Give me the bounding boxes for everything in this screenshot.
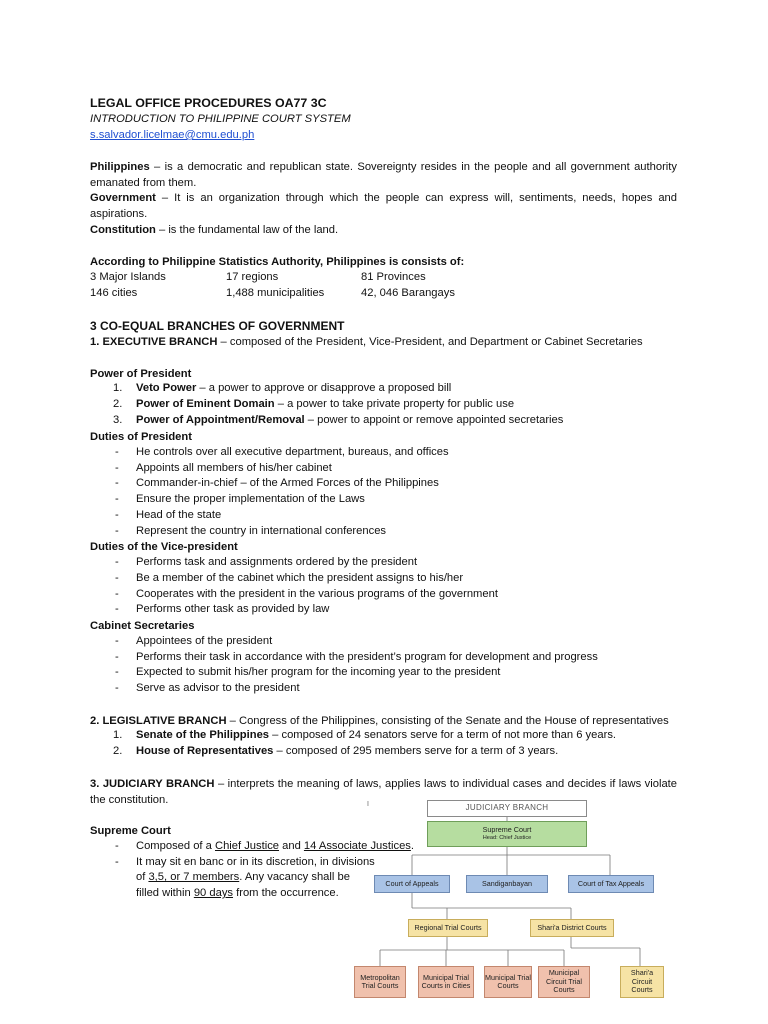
legislative-desc-item: – composed of 24 senators serve for a term of not more than 6 years. [269, 729, 617, 741]
bullet-dash: - [115, 509, 119, 521]
bullet-dash: - [115, 493, 119, 505]
cabinet-item: Performs their task in accordance with the president’s program for development and progress [136, 651, 598, 663]
supreme-court-box [427, 821, 587, 847]
power-desc: – a power to take private property for public use [274, 398, 515, 410]
days-text: 90 days [193, 887, 234, 899]
bullet-dash: - [115, 446, 119, 458]
vp-duty-item: Be a member of the cabinet which the president assigns to his/her [136, 572, 464, 584]
power-term: Power of Appointment/Removal [136, 414, 305, 426]
definition-term: Government [90, 192, 156, 204]
psa-cell: 17 regions [226, 271, 279, 283]
legislative-desc-item: – composed of 295 members serve for a term of 3 years. [273, 745, 559, 757]
definition-text: – is a democratic and republican state. Sovereignty resides in the people and all government authority emanated from them. [90, 161, 677, 189]
executive-desc: – composed of the President, Vice-President, and Department or Cabinet Secretaries [217, 336, 643, 348]
power-text [136, 382, 451, 394]
court-of-tax-appeals-box: Court of Tax Appeals [568, 875, 654, 893]
text-run: . Any vacancy shall be [239, 871, 350, 883]
branches-heading: 3 CO-EQUAL BRANCHES OF GOVERNMENT [90, 319, 345, 333]
duty-item: Head of the state [136, 509, 222, 521]
power-term: Veto Power [136, 382, 197, 394]
supreme-court-heading: Supreme Court [90, 825, 171, 837]
supreme-court-label: Supreme Court [482, 824, 532, 834]
power-text [136, 398, 514, 410]
executive-branch-line [90, 335, 643, 350]
definition-term: Philippines [90, 161, 150, 173]
judiciary-branch-box: JUDICIARY BRANCH [427, 800, 587, 817]
psa-heading: According to Philippine Statistics Authority, Philippines is consists of: [90, 256, 465, 268]
bullet-dash: - [115, 477, 119, 489]
psa-cell: 146 cities [90, 287, 138, 299]
executive-label: 1. EXECUTIVE BRANCH [90, 336, 218, 348]
chief-justice-text: Chief Justice [214, 840, 280, 852]
municipal-circuit-trial-courts-box: Municipal Circuit Trial Courts [538, 966, 590, 998]
cabinet-item: Serve as advisor to the president [136, 682, 300, 694]
vp-duty-item: Performs task and assignments ordered by the president [136, 556, 418, 568]
legislative-desc: – Congress of the Philippines, consisting of the Senate and the House of representatives [226, 715, 669, 727]
legislative-item [136, 745, 558, 757]
item-number: 1. [113, 382, 123, 394]
duty-item: Commander-in-chief – of the Armed Forces of the Philippines [136, 477, 439, 489]
bullet-dash: - [115, 603, 119, 615]
text-run: from the occurrence. [233, 887, 339, 899]
judiciary-desc: – interprets the meaning of laws, applies laws to individual cases and decides if laws violate the constitution. [90, 778, 677, 806]
power-heading: Power of President [90, 368, 192, 380]
vp-duty-item: Cooperates with the president in the various programs of the government [136, 588, 498, 600]
item-number: 2. [113, 398, 123, 410]
municipal-trial-courts-cities-box: Municipal Trial Courts in Cities [418, 966, 474, 998]
text-run: Composed of a [136, 840, 215, 852]
municipal-trial-courts-box: Municipal Trial Courts [484, 966, 532, 998]
judiciary-org-chart [340, 798, 670, 1024]
supreme-court-item-cont [136, 887, 339, 899]
sharia-circuit-courts-box: Shari'a Circuit Courts [620, 966, 664, 998]
psa-cell: 42, 046 Barangays [361, 287, 455, 299]
text-run: of [136, 871, 149, 883]
bullet-dash: - [115, 525, 119, 537]
supreme-court-item-cont [136, 871, 350, 883]
power-text [136, 414, 563, 426]
legislative-item [136, 729, 616, 741]
definition-philippines [90, 160, 677, 191]
bullet-dash: - [115, 682, 119, 694]
court-of-appeals-box: Court of Appeals [374, 875, 450, 893]
definition-government [90, 191, 677, 222]
text-run: . [410, 840, 414, 852]
power-term: Power of Eminent Domain [136, 398, 275, 410]
item-number: 3. [113, 414, 123, 426]
definition-term: Constitution [90, 224, 156, 236]
power-desc: – power to appoint or remove appointed secretaries [304, 414, 564, 426]
bullet-dash: - [115, 840, 119, 852]
duties-heading: Duties of President [90, 431, 192, 443]
metropolitan-trial-courts-box: Metropolitan Trial Courts [354, 966, 406, 998]
duty-item: He controls over all executive department, bureaus, and offices [136, 446, 449, 458]
legislative-term: Senate of the Philippines [136, 729, 270, 741]
bullet-dash: - [115, 462, 119, 474]
psa-cell: 81 Provinces [361, 271, 426, 283]
sandiganbayan-box: Sandiganbayan [466, 875, 548, 893]
regional-trial-courts-box: Regional Trial Courts [408, 919, 488, 937]
definition-text: – is the fundamental law of the land. [155, 224, 339, 236]
bullet-dash: - [115, 651, 119, 663]
cabinet-heading: Cabinet Secretaries [90, 620, 195, 632]
item-number: 1. [113, 729, 123, 741]
associate-justices-text: 14 Associate Justices [303, 840, 411, 852]
duty-item: Represent the country in international conferences [136, 525, 387, 537]
chart-marker: I [367, 801, 369, 808]
duty-item: Ensure the proper implementation of the Laws [136, 493, 365, 505]
psa-cell: 1,488 municipalities [226, 287, 325, 299]
bullet-dash: - [115, 572, 119, 584]
power-desc: – a power to approve or disapprove a proposed bill [196, 382, 452, 394]
supreme-court-item: It may sit en banc or in its discretion, in divisions [136, 856, 375, 868]
bullet-dash: - [115, 666, 119, 678]
text-run: filled within [136, 887, 194, 899]
email-link[interactable]: s.salvador.licelmae@cmu.edu.ph [90, 129, 255, 141]
definition-text: – It is an organization through which the people can express will, sentiments, needs, hopes and aspirations. [90, 192, 677, 220]
supreme-court-sub: Head: Chief Justice [482, 835, 532, 841]
duty-item: Appoints all members of his/her cabinet [136, 462, 332, 474]
sharia-district-courts-box: Shari'a District Courts [530, 919, 614, 937]
cabinet-item: Expected to submit his/her program for the incoming year to the president [136, 666, 501, 678]
definition-constitution [90, 223, 677, 239]
bullet-dash: - [115, 556, 119, 568]
document-subtitle: INTRODUCTION TO PHILIPPINE COURT SYSTEM [90, 113, 351, 125]
vp-duty-item: Performs other task as provided by law [136, 603, 330, 615]
judiciary-label: 3. JUDICIARY BRANCH [90, 778, 215, 790]
legislative-term: House of Representatives [136, 745, 274, 757]
vp-duties-heading: Duties of the Vice-president [90, 541, 238, 553]
legislative-label: 2. LEGISLATIVE BRANCH [90, 715, 227, 727]
legislative-branch-line [90, 714, 669, 729]
text-run: and [279, 840, 304, 852]
cabinet-item: Appointees of the president [136, 635, 273, 647]
bullet-dash: - [115, 856, 119, 868]
psa-cell: 3 Major Islands [90, 271, 166, 283]
members-text: 3,5, or 7 members [148, 871, 240, 883]
bullet-dash: - [115, 635, 119, 647]
item-number: 2. [113, 745, 123, 757]
bullet-dash: - [115, 588, 119, 600]
document-title: LEGAL OFFICE PROCEDURES OA77 3C [90, 96, 327, 110]
